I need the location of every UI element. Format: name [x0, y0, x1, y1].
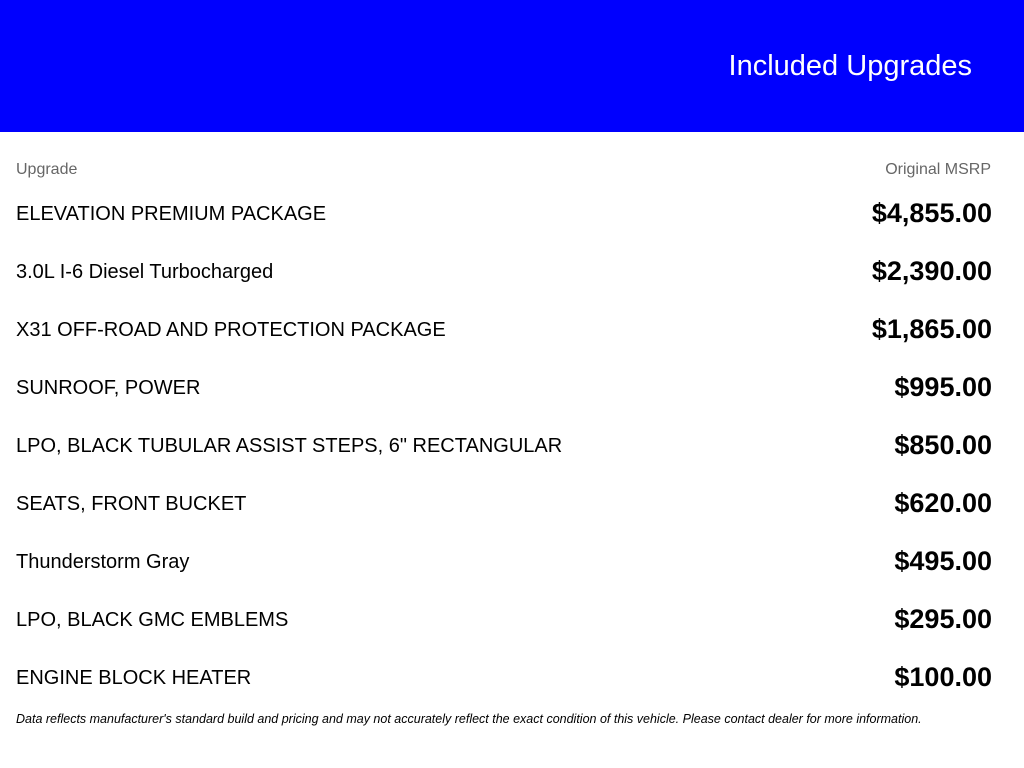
list-item [16, 590, 992, 648]
column-header-upgrade: Upgrade [16, 161, 78, 178]
disclaimer-text: Data reflects manufacturer's standard build and pricing and may not accurately reflect the exact condition of this vehicle. Please contact dealer for more information. [16, 712, 922, 726]
upgrade-price: $2,390.00 [871, 256, 992, 286]
upgrade-name: SEATS, FRONT BUCKET [16, 493, 247, 515]
upgrade-name: ELEVATION PREMIUM PACKAGE [16, 203, 327, 225]
upgrade-price: $620.00 [894, 488, 992, 518]
page-title: Included Upgrades [728, 50, 972, 82]
list-item [16, 648, 992, 706]
upgrade-name: LPO, BLACK TUBULAR ASSIST STEPS, 6" RECTANGULAR [16, 435, 563, 457]
upgrade-name: LPO, BLACK GMC EMBLEMS [16, 609, 289, 631]
upgrade-price: $4,855.00 [871, 198, 992, 228]
list-item [16, 358, 992, 416]
list-item [16, 300, 992, 358]
upgrade-price: $850.00 [894, 430, 992, 460]
upgrade-price: $295.00 [894, 604, 992, 634]
upgrade-name: X31 OFF-ROAD AND PROTECTION PACKAGE [16, 319, 446, 341]
column-header-msrp: Original MSRP [885, 161, 991, 178]
upgrade-price: $100.00 [894, 662, 992, 692]
upgrade-name: ENGINE BLOCK HEATER [16, 667, 252, 689]
list-item [16, 532, 992, 590]
list-item [16, 416, 992, 474]
upgrade-name: 3.0L I-6 Diesel Turbocharged [16, 261, 274, 283]
list-item [16, 242, 992, 300]
upgrade-price: $1,865.00 [871, 314, 992, 344]
list-item [16, 184, 992, 242]
upgrade-name: SUNROOF, POWER [16, 377, 201, 399]
upgrade-price: $495.00 [894, 546, 992, 576]
header-banner [0, 0, 1024, 132]
upgrades-list [16, 184, 992, 706]
upgrade-name: Thunderstorm Gray [16, 551, 190, 573]
upgrade-price: $995.00 [894, 372, 992, 402]
list-item [16, 474, 992, 532]
